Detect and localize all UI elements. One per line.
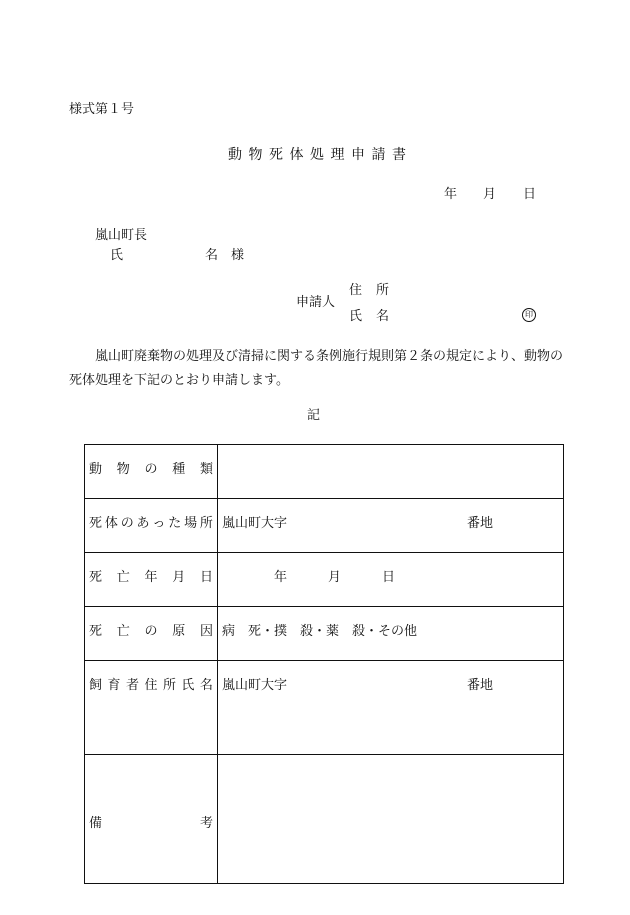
remarks-label-cell (85, 755, 218, 884)
owner-prefix: 嵐山町大字 (222, 678, 288, 693)
date-year-label: 年 (444, 187, 458, 202)
date-month-label: 月 (483, 187, 497, 202)
addressee-office: 嵐山町長 (95, 228, 148, 243)
location-field[interactable] (218, 499, 564, 553)
addressee-name-label: 氏 (110, 248, 124, 263)
death-date-label-cell (85, 553, 218, 607)
form-number: 様式第１号 (69, 102, 135, 117)
form-title: 動 物 死 体 処 理 申 請 書 (228, 147, 406, 163)
table-row (85, 607, 564, 661)
addressee-name-line (110, 248, 245, 263)
owner-label-cell (85, 661, 218, 755)
table-row (85, 661, 564, 755)
table-row (85, 553, 564, 607)
row-label: 死 体 の あ っ た 場 所 (89, 516, 213, 531)
death-month-label: 月 (328, 570, 342, 585)
death-date-field[interactable] (218, 553, 564, 607)
location-label-cell (85, 499, 218, 553)
animal-type-label-cell (85, 445, 218, 499)
row-label: 備 考 (89, 816, 213, 831)
death-cause-field[interactable] (218, 607, 564, 661)
body-text: 嵐山町廃棄物の処理及び清掃に関する条例施行規則第２条の規定により、動物の死体処理を下記のとおり申請します。 (69, 349, 564, 388)
owner-field[interactable] (218, 661, 564, 755)
death-cause-label-cell (85, 607, 218, 661)
location-prefix: 嵐山町大字 (222, 516, 288, 531)
table-row (85, 499, 564, 553)
row-label: 飼 育 者 住 所 氏 名 (89, 678, 213, 693)
ki-heading: 記 (307, 408, 321, 423)
applicant-address-label: 住 所 (349, 283, 389, 298)
row-label: 死 亡 の 原 因 (89, 624, 213, 639)
animal-type-field[interactable] (218, 445, 564, 499)
table-row (85, 755, 564, 884)
addressee-honorific: 様 (231, 248, 245, 263)
date-day-label: 日 (523, 187, 537, 202)
location-suffix: 番地 (466, 516, 493, 531)
application-table (84, 444, 564, 884)
applicant-label: 申請人 (296, 295, 336, 310)
row-label: 死 亡 年 月 日 (89, 570, 213, 585)
row-label: 動 物 の 種 類 (89, 462, 213, 477)
death-day-label: 日 (382, 570, 396, 585)
addressee-name-label2: 名 (205, 248, 219, 263)
death-cause-options: 病 死・撲 殺・薬 殺・その他 (222, 624, 418, 639)
remarks-field[interactable] (218, 755, 564, 884)
owner-suffix: 番地 (466, 678, 493, 693)
table-row (85, 445, 564, 499)
seal-mark: 印 (522, 308, 536, 322)
applicant-name-label: 氏 名 (349, 309, 389, 324)
death-year-label: 年 (274, 570, 288, 585)
